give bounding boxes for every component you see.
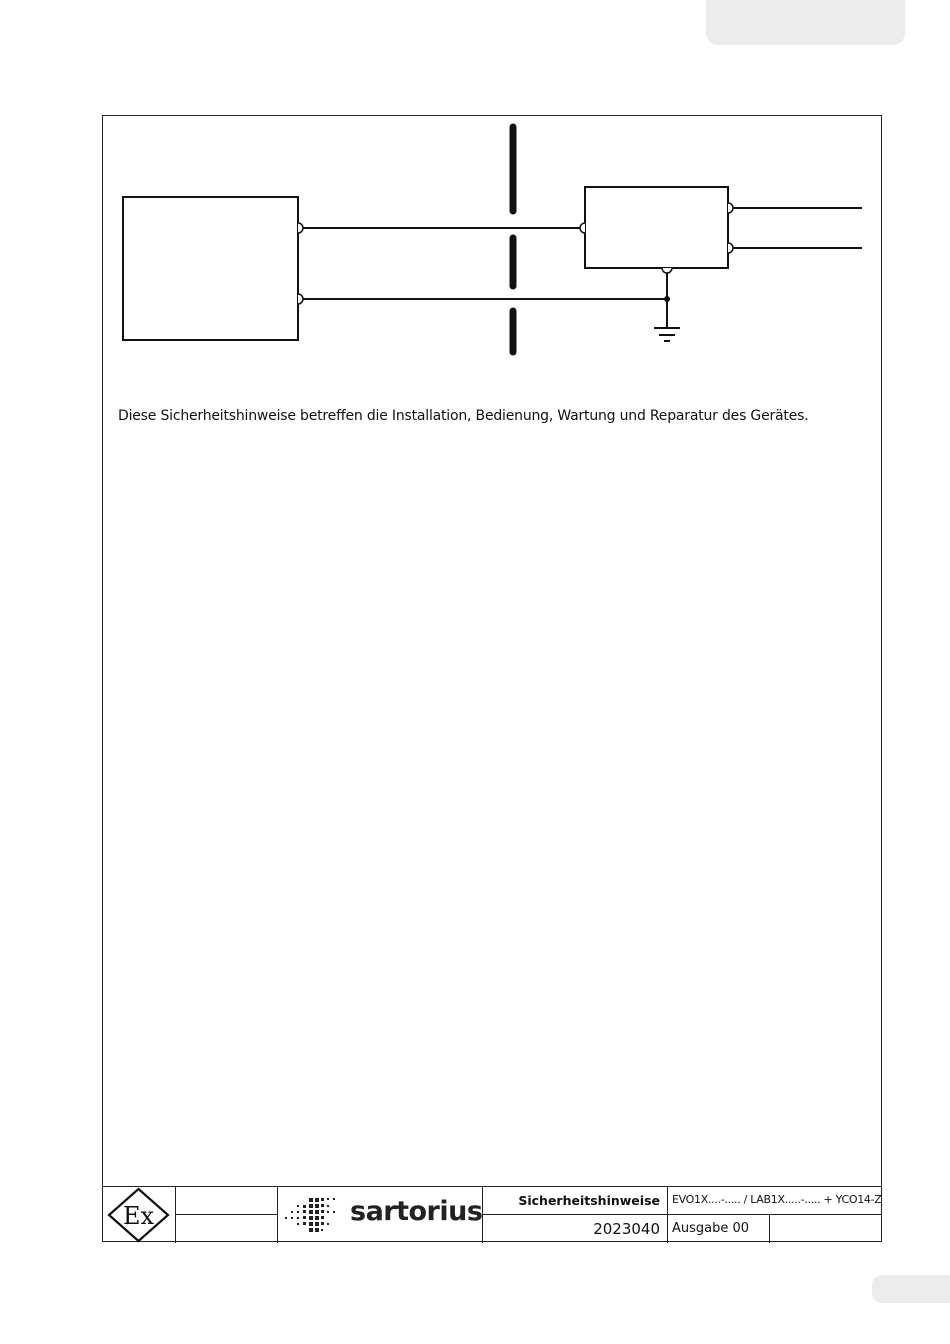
ex-mark: Ex	[122, 1202, 155, 1230]
divider	[667, 1187, 668, 1243]
explosion-protection-hexagon-icon	[102, 1187, 175, 1243]
document-number: 2023040	[593, 1220, 660, 1238]
divider	[482, 1187, 483, 1243]
page-edge-tab	[872, 1275, 950, 1303]
edition-label: Ausgabe 00	[672, 1221, 750, 1236]
divider	[175, 1214, 277, 1215]
brand-name: sartorius	[350, 1196, 483, 1227]
wiring-diagram	[0, 0, 950, 400]
left-device-box	[123, 197, 298, 340]
divider	[482, 1214, 882, 1215]
divider	[769, 1214, 770, 1243]
junction-dot	[664, 296, 670, 302]
brand-cell	[277, 1187, 482, 1243]
divider	[175, 1187, 176, 1243]
right-device-box	[585, 187, 728, 268]
ex-cell	[102, 1187, 175, 1243]
model-designation: EVO1X....-..... / LAB1X.....-..... + YCO14-Z	[672, 1193, 882, 1206]
title-block	[102, 1186, 882, 1242]
document-title: Sicherheitshinweise	[518, 1193, 660, 1208]
safety-note: Diese Sicherheitshinweise betreffen die Installation, Bedienung, Wartung und Reparatur des Gerätes.	[118, 408, 809, 424]
sartorius-dot-matrix-logo-icon	[285, 1197, 341, 1233]
ground-symbol-icon	[654, 328, 680, 341]
